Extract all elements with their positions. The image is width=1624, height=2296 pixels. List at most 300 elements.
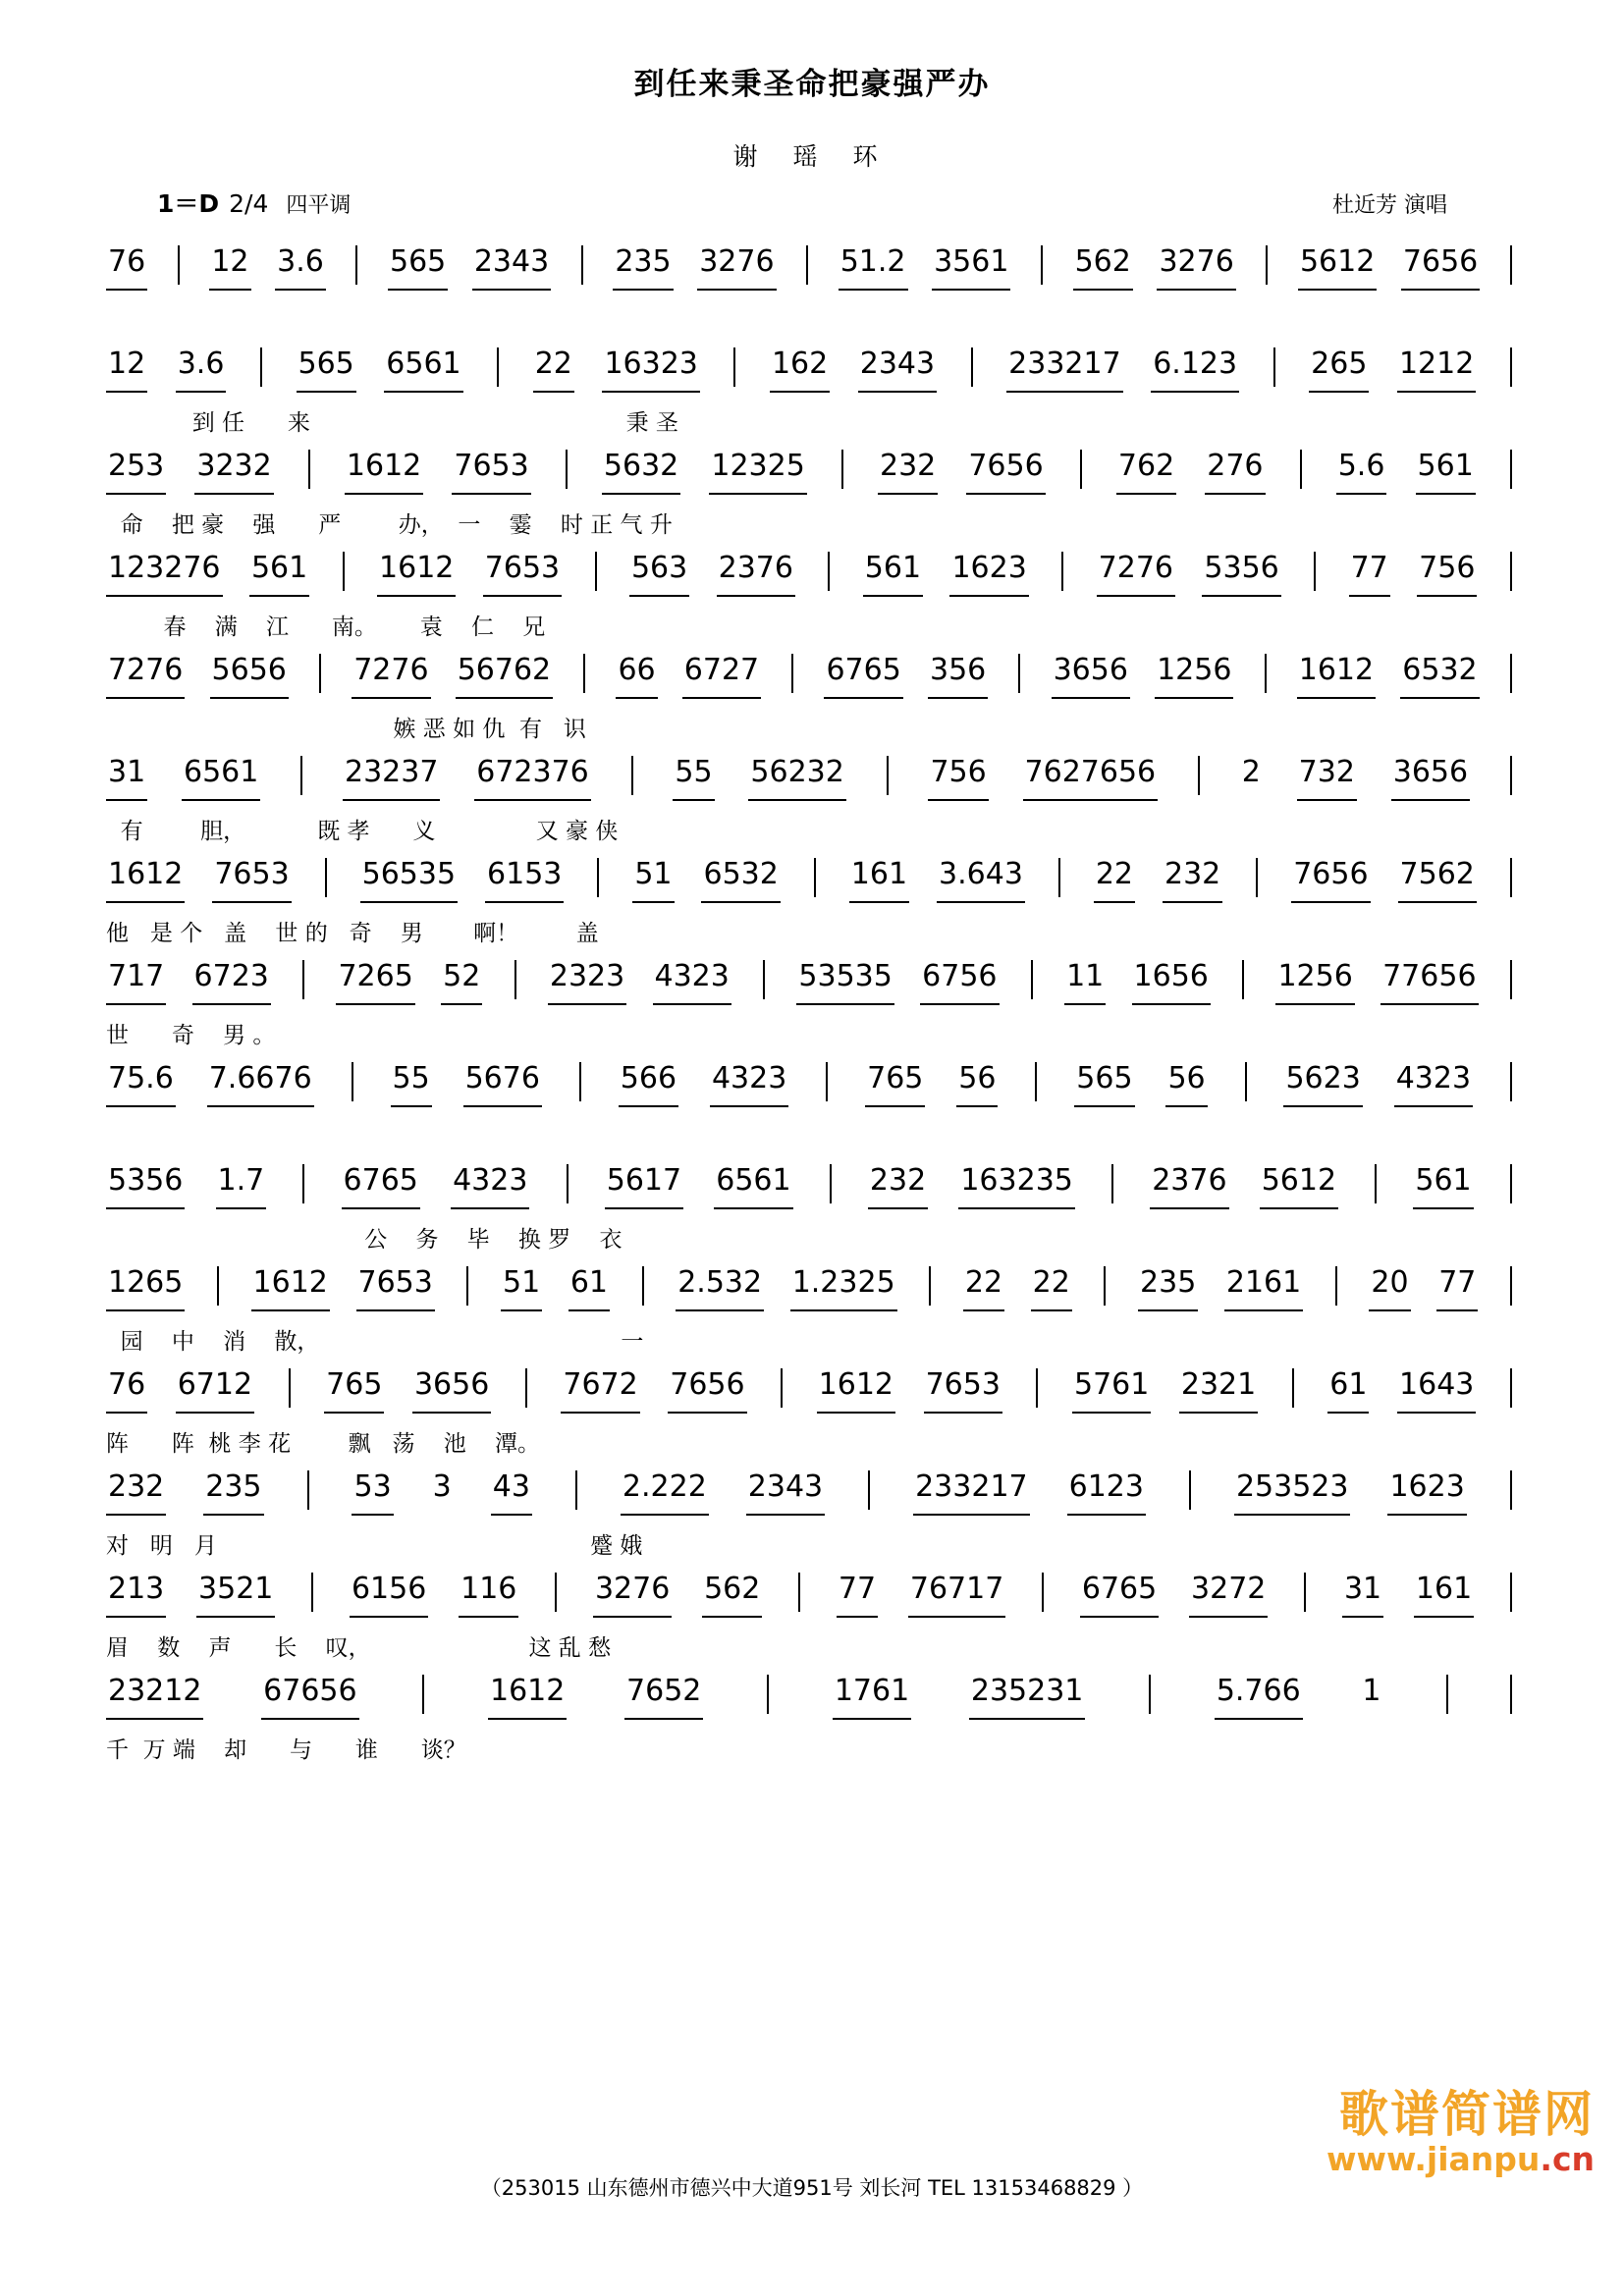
note-group: 1265 [106,1266,185,1311]
note-group: 1656 [1132,960,1211,1005]
note-group: 717 [106,960,166,1005]
barline [1189,1470,1191,1510]
lyric-line [106,1629,1518,1662]
note-group: 61 [568,1266,610,1311]
barline [631,756,633,795]
score-line [106,1470,1518,1573]
note-group: 7653 [212,858,291,903]
barline [887,756,889,795]
note-group: 1612 [345,450,423,495]
note-group: 2323 [548,960,626,1005]
lyric-text: 嫉 恶 如 仇 有 识 [106,717,586,742]
barline [1042,1573,1044,1612]
note-group: 6532 [1400,654,1479,699]
barline [289,1368,291,1408]
note-group: 6561 [182,756,260,801]
note-group: 565 [1074,1062,1134,1107]
barline [308,450,310,489]
barline [1061,552,1063,591]
note-group: 566 [619,1062,678,1107]
note-group: 3656 [1052,654,1130,699]
note-sequence [106,654,1518,699]
note-group: 265 [1309,347,1369,393]
note-group: 4323 [710,1062,788,1107]
note-group: 12 [106,347,147,393]
note-group: 76 [106,1368,147,1414]
note-group: 756 [928,756,988,801]
note-group: 1612 [488,1675,567,1720]
note-group: 232 [1163,858,1222,903]
note-group: 3.643 [937,858,1025,903]
note-group: 56762 [456,654,553,699]
note-group: 51 [632,858,674,903]
note-group: 22 [963,1266,1004,1311]
note-group: 52 [441,960,482,1005]
note-group: 1612 [377,552,456,597]
barline [343,552,345,591]
note-group: 2376 [1150,1164,1228,1209]
lyric-line [106,1732,1518,1764]
note-group: 1.7 [216,1164,267,1209]
note-group: 7627656 [1023,756,1159,801]
barline [302,1164,304,1203]
note-group: 7562 [1398,858,1477,903]
note-group: 3272 [1189,1573,1268,1618]
key-label: 1＝D [157,189,220,218]
lyric-line [106,711,1518,743]
barline [1256,858,1258,897]
site-watermark [1326,2075,1595,2178]
note-group: 563 [629,552,689,597]
watermark-url: www.jianpu [1326,2140,1541,2178]
score-line [106,1164,1518,1266]
note-group: 56535 [360,858,458,903]
music-staff [106,245,1518,1777]
note-group: 2376 [717,552,795,597]
note-group: 12325 [709,450,806,495]
note-group: 76717 [908,1573,1005,1618]
lyric-text: 命 把 豪 强 严 办， 一 霎 时 正 气 升 [106,512,673,538]
note-group: 6123 [1067,1470,1146,1516]
barline [1198,756,1200,795]
note-group: 6765 [824,654,902,699]
note-group: 232 [106,1470,166,1516]
note-group: 76 [106,245,147,291]
note-group: 1623 [949,552,1028,597]
note-group: 1212 [1397,347,1476,393]
note-group: 55 [391,1062,432,1107]
lyric-text: 园 中 消 散， 一 [106,1329,644,1355]
barline [302,960,304,999]
barline [1080,450,1082,489]
note-group: 5.6 [1336,450,1387,495]
note-group: 6.123 [1151,347,1239,393]
key-signature-line [157,185,351,220]
lyric-text: 对 明 月 蹙 娥 [106,1533,643,1559]
barline [1375,1164,1377,1203]
note-group: 7265 [336,960,414,1005]
note-group: 5612 [1260,1164,1338,1209]
barline [311,1573,313,1612]
note-group: 5617 [605,1164,683,1209]
note-group: 232 [868,1164,928,1209]
note-group: 3.6 [176,347,227,393]
barline [1242,960,1244,999]
note-group: 55 [673,756,714,801]
note-group: 765 [324,1368,384,1414]
note-group: 12 [209,245,250,291]
lyric-line [106,915,1518,947]
note-group: 4323 [1394,1062,1473,1107]
note-sequence [106,858,1518,903]
barline [307,1470,309,1510]
opera-subtitle: 谢 瑶 环 [732,142,892,171]
note-group: 235231 [969,1675,1086,1720]
barline [1314,552,1316,591]
score-line [106,960,1518,1062]
barline [1510,1675,1512,1714]
note-group: 31 [1342,1573,1383,1618]
note-group: 7652 [624,1675,703,1720]
note-group: 6561 [714,1164,792,1209]
barline [1510,552,1512,591]
note-group: 5612 [1298,245,1377,291]
note-group: 235 [613,245,673,291]
note-group: 31 [106,756,147,801]
footer-contact: （253015 山东德州市德兴中大道951号 刘长河 TEL 13153468829 ） [480,2176,1144,2200]
note-group: 1256 [1155,654,1233,699]
note-sequence [106,1470,1518,1516]
barline [929,1266,931,1306]
barline [260,347,262,387]
barline [1510,1062,1512,1101]
lyric-line [106,1017,1518,1049]
barline [1510,654,1512,693]
barline [567,1164,568,1203]
lyric-text: 他 是 个 盖 世 的 奇 男 啊！ 盖 [106,921,599,946]
note-group: 2321 [1179,1368,1258,1414]
note-group: 5623 [1283,1062,1362,1107]
note-group: 1612 [817,1368,895,1414]
note-group: 56 [956,1062,998,1107]
note-group: 6765 [342,1164,420,1209]
note-group: 5.766 [1215,1675,1303,1720]
barline [1292,1368,1294,1408]
lyric-line [106,1221,1518,1254]
note-group: 161 [1414,1573,1474,1618]
barline [355,245,357,285]
note-group: 16323 [602,347,699,393]
score-line [106,1573,1518,1675]
meter-label: 2/4 [229,189,269,218]
lyric-text: 千 万 端 却 与 谁 谈？ [106,1737,466,1763]
note-group: 276 [1205,450,1265,495]
note-group: 1612 [251,1266,330,1311]
note-sequence [106,960,1518,1005]
note-group: 20 [1369,1266,1410,1311]
barline [497,347,499,387]
note-group: 7276 [1097,552,1175,597]
barline [595,552,597,591]
barline [514,960,516,999]
note-group: 6153 [485,858,564,903]
watermark-line1: 歌谱简谱网 [1339,2086,1595,2143]
barline [1510,450,1512,489]
score-line [106,450,1518,552]
note-group: 561 [1416,450,1476,495]
note-group: 162 [770,347,830,393]
note-group: 562 [1073,245,1133,291]
note-group: 3521 [196,1573,275,1618]
barline [422,1675,424,1714]
barline [1265,654,1267,693]
lyric-text: 眉 数 声 长 叹， 这 乱 愁 [106,1635,612,1661]
barline [1510,347,1512,387]
note-group: 253523 [1234,1470,1351,1516]
note-group: 2343 [858,347,937,393]
note-group: 2343 [472,245,551,291]
barline [1510,1164,1512,1203]
lyric-text: 有 胆， 既 孝 义 又 豪 侠 [106,819,619,844]
note-group: 3 [432,1469,452,1504]
barline [597,858,599,897]
note-group: 3.6 [275,245,326,291]
score-line [106,1062,1518,1164]
mode-label: 四平调 [286,193,352,218]
watermark-url-suffix: .cn [1540,2140,1595,2178]
barline [1245,1062,1247,1101]
note-group: 23237 [343,756,440,801]
barline [352,1062,353,1101]
lyric-line [106,507,1518,539]
barline [806,245,808,285]
note-group: 6765 [1080,1573,1159,1618]
barline [830,1164,832,1203]
note-group: 7276 [352,654,430,699]
note-group: 3656 [412,1368,491,1414]
note-sequence [106,347,1518,393]
note-group: 7656 [1401,245,1480,291]
barline [1041,245,1043,285]
lyric-line [106,1425,1518,1458]
note-group: 5656 [210,654,289,699]
page-title: 到任来秉圣命把豪强严办 [633,67,991,102]
barline [1300,450,1302,489]
note-group: 163235 [958,1164,1075,1209]
note-group: 6723 [192,960,271,1005]
note-group: 3276 [1157,245,1235,291]
barline [763,960,765,999]
note-group: 732 [1297,756,1357,801]
note-group: 77 [1349,552,1390,597]
score-line [106,1266,1518,1368]
note-group: 672376 [474,756,591,801]
barline [1510,858,1512,897]
barline [814,858,816,897]
barline [1104,1266,1106,1306]
note-group: 7653 [452,450,530,495]
note-sequence [106,245,1518,291]
note-sequence [106,552,1518,597]
note-group: 561 [1413,1164,1473,1209]
note-group: 56232 [748,756,845,801]
note-group: 7656 [668,1368,746,1414]
note-group: 4323 [653,960,731,1005]
note-group: 562 [702,1573,762,1618]
note-group: 565 [388,245,448,291]
note-group: 2 [1241,755,1261,789]
note-group: 356 [928,654,988,699]
note-group: 5676 [463,1062,542,1107]
barline [733,347,735,387]
note-group: 77656 [1380,960,1478,1005]
barline [583,654,585,693]
barline [1304,1573,1306,1612]
note-group: 53 [352,1470,393,1516]
note-group: 235 [1138,1266,1198,1311]
note-group: 235 [203,1470,263,1516]
note-group: 7653 [356,1266,435,1311]
note-group: 1612 [106,858,185,903]
score-line [106,1675,1518,1777]
note-group: 77 [837,1573,878,1618]
note-group: 2.222 [621,1470,709,1516]
note-group: 5761 [1072,1368,1151,1414]
barline [1273,347,1275,387]
note-group: 7672 [561,1368,639,1414]
barline [566,450,568,489]
note-group: 67656 [261,1675,358,1720]
note-group: 5632 [602,450,680,495]
note-group: 3561 [932,245,1010,291]
note-group: 565 [297,347,356,393]
note-group: 1643 [1397,1368,1476,1414]
note-group: 2161 [1224,1266,1303,1311]
barline [1035,1062,1037,1101]
note-group: 756 [1417,552,1477,597]
note-group: 1612 [1297,654,1376,699]
note-group: 2343 [746,1470,825,1516]
note-group: 43 [491,1470,532,1516]
note-group: 1623 [1387,1470,1466,1516]
score-line [106,858,1518,960]
score-line [106,1368,1518,1470]
barline [971,347,973,387]
barline [1510,1470,1512,1510]
barline [1111,1164,1113,1203]
note-group: 1 [1362,1674,1381,1708]
barline [555,1573,557,1612]
barline [1510,245,1512,285]
note-group: 123276 [106,552,223,597]
note-group: 765 [865,1062,925,1107]
barline [1446,1675,1448,1714]
note-group: 116 [459,1573,518,1618]
barline [1149,1675,1151,1714]
barline [319,654,321,693]
barline [1510,960,1512,999]
barline [1058,858,1060,897]
note-group: 66 [616,654,657,699]
note-sequence [106,1573,1518,1618]
barline [826,1062,828,1101]
note-group: 4323 [451,1164,529,1209]
lyric-line [106,1323,1518,1356]
barline [300,756,302,795]
note-group: 1.2325 [790,1266,897,1311]
performer-credit: 杜近芳 演唱 [1332,193,1447,218]
note-group: 7653 [924,1368,1002,1414]
barline [791,654,793,693]
barline [579,1062,581,1101]
barline [1018,654,1020,693]
note-group: 77 [1436,1266,1478,1311]
note-group: 762 [1116,450,1176,495]
barline [642,1266,644,1306]
note-group: 3276 [593,1573,672,1618]
note-group: 56 [1165,1062,1207,1107]
note-group: 7.6676 [207,1062,314,1107]
note-group: 7276 [106,654,185,699]
score-line [106,245,1518,347]
barline [178,245,180,285]
note-group: 22 [1031,1266,1072,1311]
note-group: 51 [501,1266,542,1311]
note-group: 23212 [106,1675,203,1720]
note-group: 5356 [106,1164,185,1209]
lyric-line [106,813,1518,845]
note-sequence [106,756,1518,801]
barline [1036,1368,1038,1408]
note-group: 6756 [920,960,999,1005]
note-group: 53535 [796,960,893,1005]
barline [767,1675,769,1714]
note-group: 253 [106,450,166,495]
lyric-line [106,1527,1518,1560]
note-group: 61 [1327,1368,1369,1414]
barline [325,858,327,897]
note-sequence [106,1368,1518,1414]
barline [828,552,830,591]
note-group: 232 [878,450,938,495]
barline [1510,1368,1512,1408]
note-group: 6727 [682,654,761,699]
barline [525,1368,527,1408]
lyric-text: 春 满 江 南。 袁 仁 兄 [106,614,546,640]
note-group: 5356 [1202,552,1280,597]
lyric-line [106,404,1518,437]
note-group: 233217 [1006,347,1123,393]
barline [581,245,583,285]
note-sequence [106,1266,1518,1311]
barline [868,1470,870,1510]
note-group: 213 [106,1573,166,1618]
barline [217,1266,219,1306]
score-line [106,552,1518,654]
barline [1266,245,1268,285]
note-group: 6532 [701,858,780,903]
score-line [106,756,1518,858]
note-sequence [106,1062,1518,1107]
note-group: 233217 [913,1470,1030,1516]
lyric-line [106,609,1518,641]
note-group: 7653 [483,552,562,597]
barline [1510,756,1512,795]
barline [1031,960,1033,999]
note-group: 22 [1094,858,1135,903]
barline [1510,1573,1512,1612]
note-group: 561 [863,552,923,597]
